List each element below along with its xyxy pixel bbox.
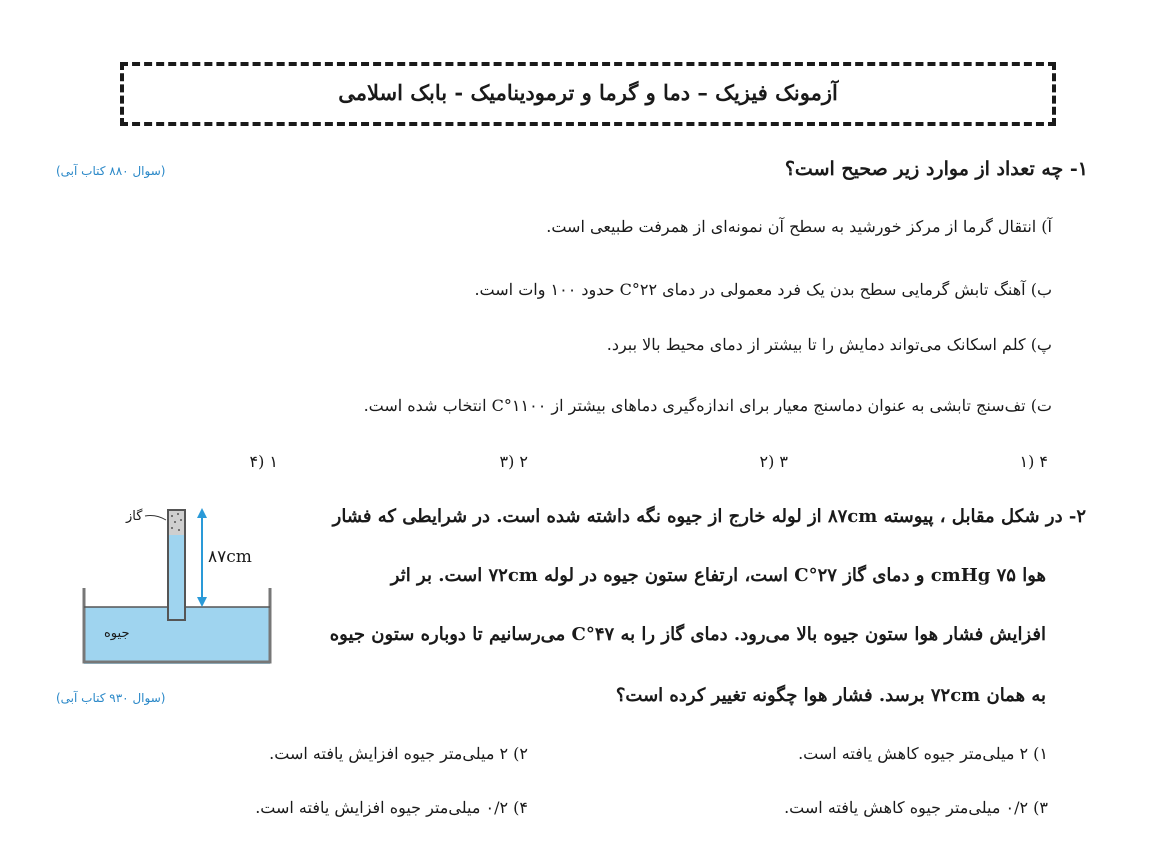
- statement-c: پ) کلم اسکانک می‌تواند دمایش را تا بیشتر از دمای محیط بالا ببرد.: [606, 335, 1052, 354]
- tube-mercury-column: [168, 535, 185, 619]
- question-2-line-3: افزایش فشار هوا ستون جیوه بالا می‌رود. دمای گاز را به ۴۷°C می‌رسانیم تا دوباره ستون جیوه: [329, 624, 1046, 645]
- q1-option-2[interactable]: ۲) ۳: [759, 452, 788, 471]
- gas-region: [168, 510, 185, 535]
- q1-option-4[interactable]: ۴) ۱: [249, 452, 278, 471]
- mercury-label: جیوه: [104, 626, 130, 641]
- page-title: آزمونک فیزیک – دما و گرما و ترمودینامیک - بابک اسلامی: [338, 80, 838, 105]
- length-label: ۸۷cm: [208, 547, 252, 567]
- mercury-tube-figure: [78, 500, 278, 670]
- question-2-line-4: به همان ۷۲cm برسد. فشار هوا چگونه تغییر کرده است؟: [615, 685, 1046, 706]
- q2-option-1[interactable]: ۱) ۲ میلی‌متر جیوه کاهش یافته است.: [798, 744, 1048, 763]
- q1-option-1[interactable]: ۱) ۴: [1019, 452, 1048, 471]
- q2-option-2[interactable]: ۲) ۲ میلی‌متر جیوه افزایش یافته است.: [269, 744, 528, 763]
- q2-option-4[interactable]: ۴) ۰/۲ میلی‌متر جیوه افزایش یافته است.: [255, 798, 528, 817]
- question-1-text: ۱- چه تعداد از موارد زیر صحیح است؟: [784, 158, 1088, 180]
- question-2-line-1: ۲- در شکل مقابل ، پیوسته ۸۷cm از لوله خارج از جیوه نگه داشته شده است. در شرایطی که فشار: [332, 506, 1086, 527]
- q1-option-3[interactable]: ۳) ۲: [499, 452, 528, 471]
- gas-label: گاز: [126, 509, 143, 524]
- question-2-reference: (سوال ۹۳۰ کتاب آبی): [56, 691, 166, 705]
- statement-a: آ) انتقال گرما از مرکز خورشید به سطح آن نمونه‌ای از همرفت طبیعی است.: [546, 217, 1052, 236]
- question-1-reference: (سوال ۸۸۰ کتاب آبی): [56, 164, 166, 178]
- statement-b: ب) آهنگ تابش گرمایی سطح بدن یک فرد معمولی در دمای ۲۲°C حدود ۱۰۰ وات است.: [474, 280, 1052, 299]
- statement-d: ت) تف‌سنج تابشی به عنوان دماسنج معیار برای اندازه‌گیری دماهای بیشتر از ۱۱۰۰°C انتخاب شده است.: [363, 396, 1052, 415]
- question-2-line-2: هوا ۷۵ cmHg و دمای گاز ۲۷°C است، ارتفاع ستون جیوه در لوله ۷۲cm است. بر اثر: [390, 565, 1046, 586]
- q2-option-3[interactable]: ۳) ۰/۲ میلی‌متر جیوه کاهش یافته است.: [784, 798, 1048, 817]
